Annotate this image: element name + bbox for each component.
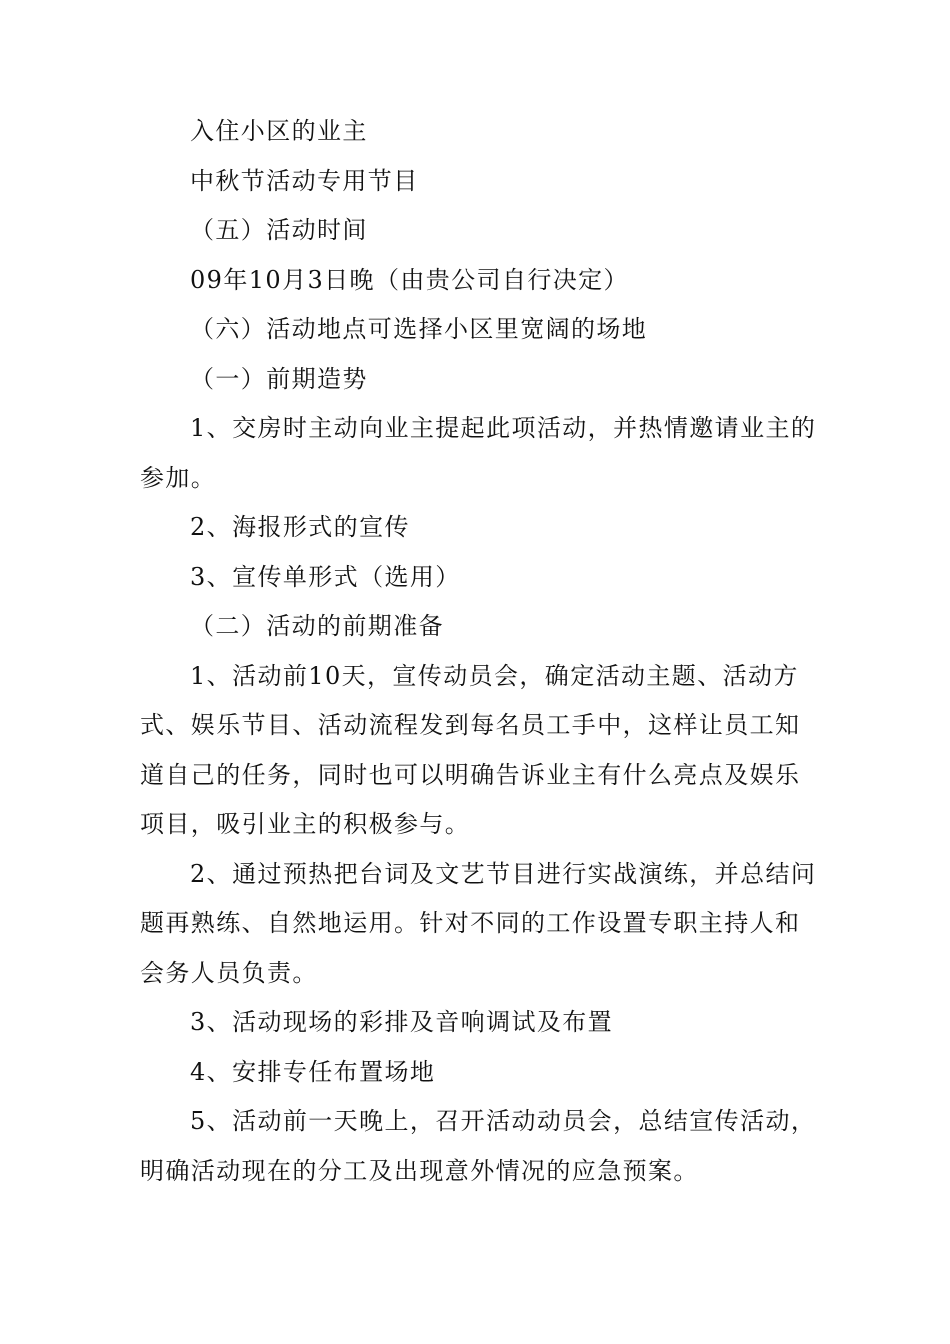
list-item-preparation-3: 3、活动现场的彩排及音响调试及布置 [190,1008,614,1036]
paragraph-owners: 入住小区的业主 [190,117,368,145]
list-item-promotion-3: 3、宣传单形式（选用） [190,562,461,591]
list-item-preparation-4: 4、安排专任布置场地 [190,1057,436,1086]
list-item-preparation-1: 1、活动前10天，宣传动员会，确定活动主题、活动方式、娱乐节目、活动流程发到每名员工手中，这样让员工知道自己的任务，同时也可以明确告诉业主有什么亮点及娱乐项目，吸引业主的积极参与。 [140,661,801,838]
heading-activity-location: （六）活动地点可选择小区里宽阔的场地 [190,315,648,343]
list-item-preparation-5: 5、活动前一天晚上，召开活动动员会，总结宣传活动，明确活动现在的分工及出现意外情况的应急预案。 [140,1107,817,1185]
heading-preparation: （二）活动的前期准备 [190,612,444,640]
paragraph-program: 中秋节活动专用节目 [190,166,419,195]
list-item-promotion-2: 2、海报形式的宣传 [190,513,410,541]
heading-pre-promotion: （一）前期造势 [190,364,368,393]
heading-activity-time: （五）活动时间 [190,216,368,244]
document-body [140,107,820,1196]
list-item-preparation-2: 2、通过预热把台词及文艺节目进行实战演练，并总结问题再熟练、自然地运用。针对不同的工作设置专职主持人和会务人员负责。 [140,859,817,987]
list-item-promotion-1: 1、交房时主动向业主提起此项活动，并热情邀请业主的参加。 [140,414,817,492]
paragraph-date: 09年10月3日晚（由贵公司自行决定） [190,265,629,294]
